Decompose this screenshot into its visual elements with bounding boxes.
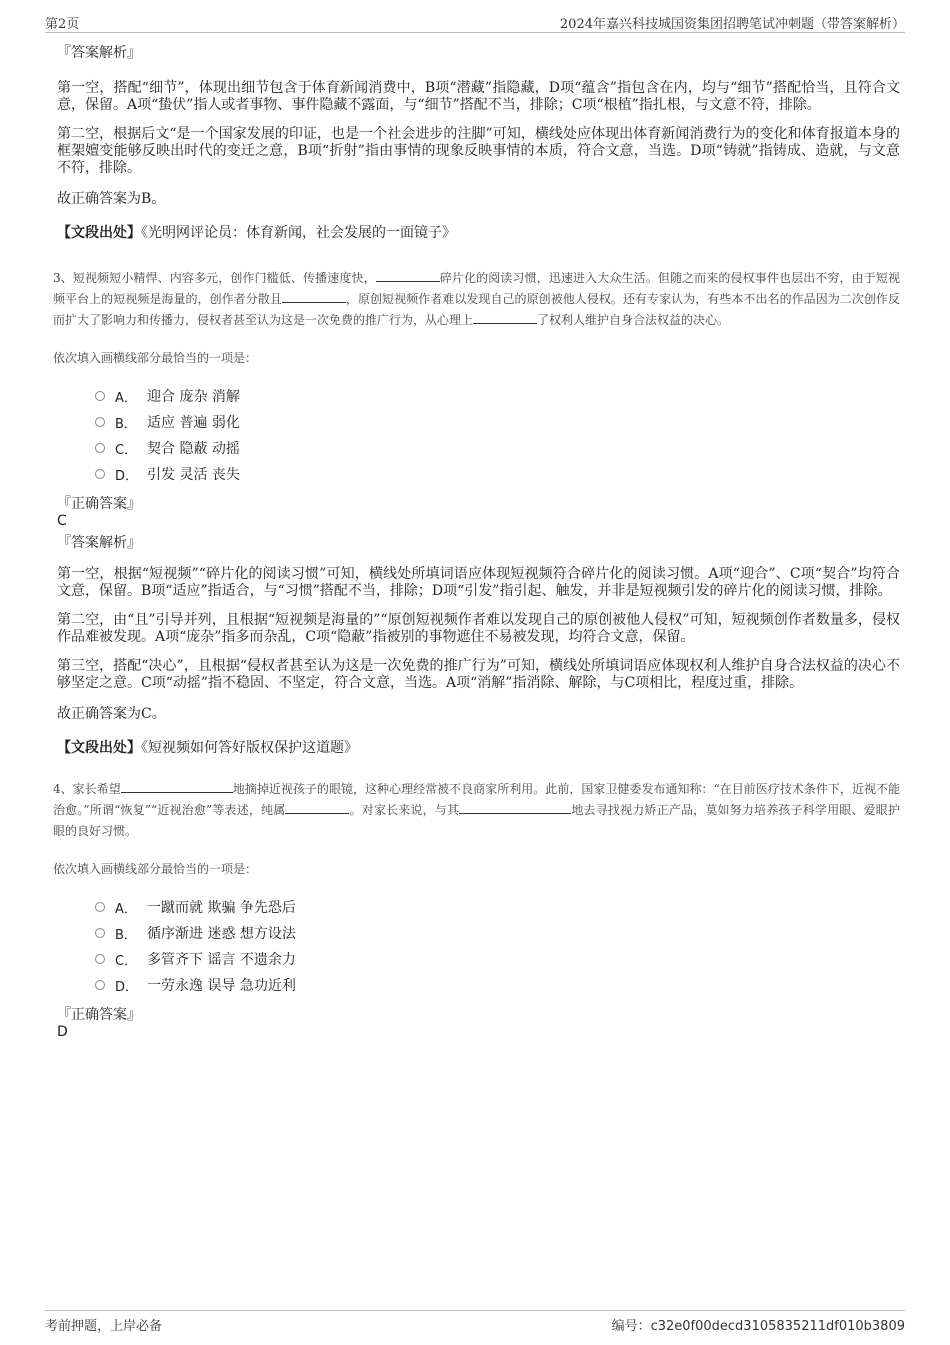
question-text: 。对家长来说，与其	[349, 803, 460, 817]
analysis-paragraph: 第二空，根据后文“是一个国家发展的印证，也是一个社会进步的注脚”可知，横线处应体现出体育新闻消费行为的变化和体育报道本身的框架嬗变能够反映出时代的变迁之意，B项“折射”指由事情的现象反映事情的本质，符合文意，当选。D项“铸就”指铸成、造就，与文意不符，排除。	[57, 126, 900, 176]
code-value: c32e0f00decd3105835211df010b3809	[650, 1319, 905, 1334]
code-label: 编号：	[611, 1319, 651, 1334]
option-letter: D．	[115, 468, 139, 484]
question-text: 地摘掉近视孩子的眼镜，这种心理经常被不良商家所利用。此前，国家卫健委发布通知称：“在目前医疗技术条件下，近视不能治愈。”所谓“恢复”“近视治愈”等表述，纯属	[53, 782, 901, 817]
source-citation	[57, 739, 900, 757]
document-title: 2024年嘉兴科技城国资集团招聘笔试冲刺题（带答案解析）	[559, 17, 905, 32]
question-3	[53, 268, 900, 757]
analysis-paragraph: 第一空，根据“短视频”“碎片化的阅读习惯”可知，横线处所填词语应体现短视频符合碎片化的阅读习惯。A项“迎合”、C项“契合”均符合文意，保留。B项“适应”指适合，与“习惯”搭配不当，排除；D项“引发”指引起、触发，并非是短视频引发的碎片化的阅读习惯，排除。	[57, 566, 900, 599]
radio-button[interactable]	[95, 980, 105, 990]
option-list	[95, 894, 900, 998]
question-4	[53, 779, 901, 1041]
question-text: ，原创短视频作者难以发现自己的原创被他人侵权。还有专家认为，有些本不出名的作品因为二次创作反而扩大了影响力和传播力，侵权者甚至认为这是一次免费的推广行为，从心理上	[53, 292, 900, 327]
option-b[interactable]	[95, 409, 900, 435]
question-text: 了权利人维护自身合法权益的决心。	[537, 313, 730, 327]
radio-button[interactable]	[95, 902, 105, 912]
analysis-paragraph: 第一空，搭配“细节”，体现出细节包含于体育新闻消费中，B项“潜藏”指隐藏，D项“蕴含”指包含在内，均与“细节”搭配恰当，且符合文意，保留。A项“蛰伏”指人或者事物、事件隐藏不露面，与“细节”搭配不当，排除；C项“根植”指扎根，与文意不符，排除。	[57, 80, 900, 113]
question-instruction: 依次填入画横线部分最恰当的一项是：	[53, 351, 258, 365]
option-letter: B．	[115, 927, 137, 943]
source-title: 《光明网评论员：体育新闻，社会发展的一面镜子》	[141, 225, 456, 241]
question-3-text	[53, 268, 900, 331]
option-text: 迎合 庞杂 消解	[147, 389, 240, 405]
option-letter: B．	[115, 416, 137, 432]
option-d[interactable]	[95, 461, 900, 487]
correct-answer-label: 『正确答案』	[57, 1007, 141, 1023]
analysis-paragraph: 第二空，由“且”引导并列，且根据“短视频是海量的”“原创短视频作者难以发现自己的原创被他人侵权”可知，短视频创作者数量多，侵权作品难被发现。A项“庞杂”指多而杂乱，C项“隐蔽”指被别的事物遮住不易被发现，均符合文意，保留。	[57, 612, 900, 645]
page-number: 第2页	[45, 17, 80, 32]
option-letter: A．	[115, 390, 137, 406]
option-text: 引发 灵活 丧失	[147, 467, 240, 483]
question-2-analysis	[57, 44, 900, 242]
radio-button[interactable]	[95, 469, 105, 479]
option-c[interactable]	[95, 435, 900, 461]
document-code	[612, 1315, 905, 1334]
option-list	[95, 383, 900, 487]
question-instruction: 依次填入画横线部分最恰当的一项是：	[53, 862, 258, 876]
page-footer	[45, 1310, 905, 1335]
question-text: 3、短视频短小精悍、内容多元，创作门槛低、传播速度快，	[53, 271, 376, 285]
document-content	[53, 44, 901, 1041]
option-text: 一劳永逸 误导 急功近利	[147, 978, 296, 994]
analysis-conclusion: 故正确答案为C。	[57, 706, 166, 722]
source-label: 【文段出处】	[57, 225, 141, 241]
analysis-paragraph: 第三空，搭配“决心”，且根据“侵权者甚至认为这是一次免费的推广行为”可知，横线处所填词语应体现权利人维护自身合法权益的决心不够坚定之意。C项“动摇”指不稳固、不坚定，符合文意，当选。A项“消解”指消除、解除，与C项相比，程度过重，排除。	[57, 658, 900, 691]
option-text: 多管齐下 谣言 不遗余力	[147, 952, 296, 968]
correct-answer: C	[57, 513, 67, 529]
answer-blank	[473, 311, 537, 324]
option-letter: D．	[115, 979, 139, 995]
option-text: 一蹴而就 欺骗 争先恐后	[147, 900, 296, 916]
question-text: 地去寻找视力矫正产品，莫如努力培养孩子科学用眼、爱眼护眼的良好习惯。	[53, 803, 900, 838]
option-text: 适应 普遍 弱化	[147, 415, 240, 431]
question-text: 4、家长希望	[53, 782, 121, 796]
radio-button[interactable]	[95, 954, 105, 964]
source-label: 【文段出处】	[57, 740, 141, 756]
correct-answer-label: 『正确答案』	[57, 496, 141, 512]
radio-button[interactable]	[95, 443, 105, 453]
radio-button[interactable]	[95, 928, 105, 938]
option-a[interactable]	[95, 894, 900, 920]
option-letter: C．	[115, 953, 138, 969]
answer-blank	[121, 780, 233, 793]
source-citation	[57, 224, 900, 242]
option-letter: C．	[115, 442, 138, 458]
radio-button[interactable]	[95, 417, 105, 427]
option-letter: A．	[115, 901, 137, 917]
answer-blank	[282, 290, 346, 303]
analysis-conclusion: 故正确答案为B。	[57, 191, 166, 207]
analysis-label: 『答案解析』	[57, 45, 141, 61]
answer-blank	[376, 269, 440, 282]
page-header	[45, 12, 905, 33]
question-text: 碎片化的阅读习惯，迅速进入大众生活。但随之而来的侵权事件也层出不穷，由于短视频平台上的短视频是海量的，创作者分散且	[53, 271, 900, 306]
option-a[interactable]	[95, 383, 900, 409]
analysis-label: 『答案解析』	[57, 535, 141, 551]
answer-blank	[285, 801, 349, 814]
option-text: 契合 隐蔽 动摇	[147, 441, 240, 457]
question-4-text	[53, 779, 900, 842]
option-c[interactable]	[95, 946, 900, 972]
option-b[interactable]	[95, 920, 900, 946]
answer-blank	[459, 801, 571, 814]
option-text: 循序渐进 迷惑 想方设法	[147, 926, 296, 942]
radio-button[interactable]	[95, 391, 105, 401]
footer-slogan: 考前押题，上岸必备	[45, 1319, 163, 1334]
option-d[interactable]	[95, 972, 900, 998]
source-title: 《短视频如何答好版权保护这道题》	[141, 740, 358, 756]
correct-answer: D	[57, 1024, 68, 1040]
